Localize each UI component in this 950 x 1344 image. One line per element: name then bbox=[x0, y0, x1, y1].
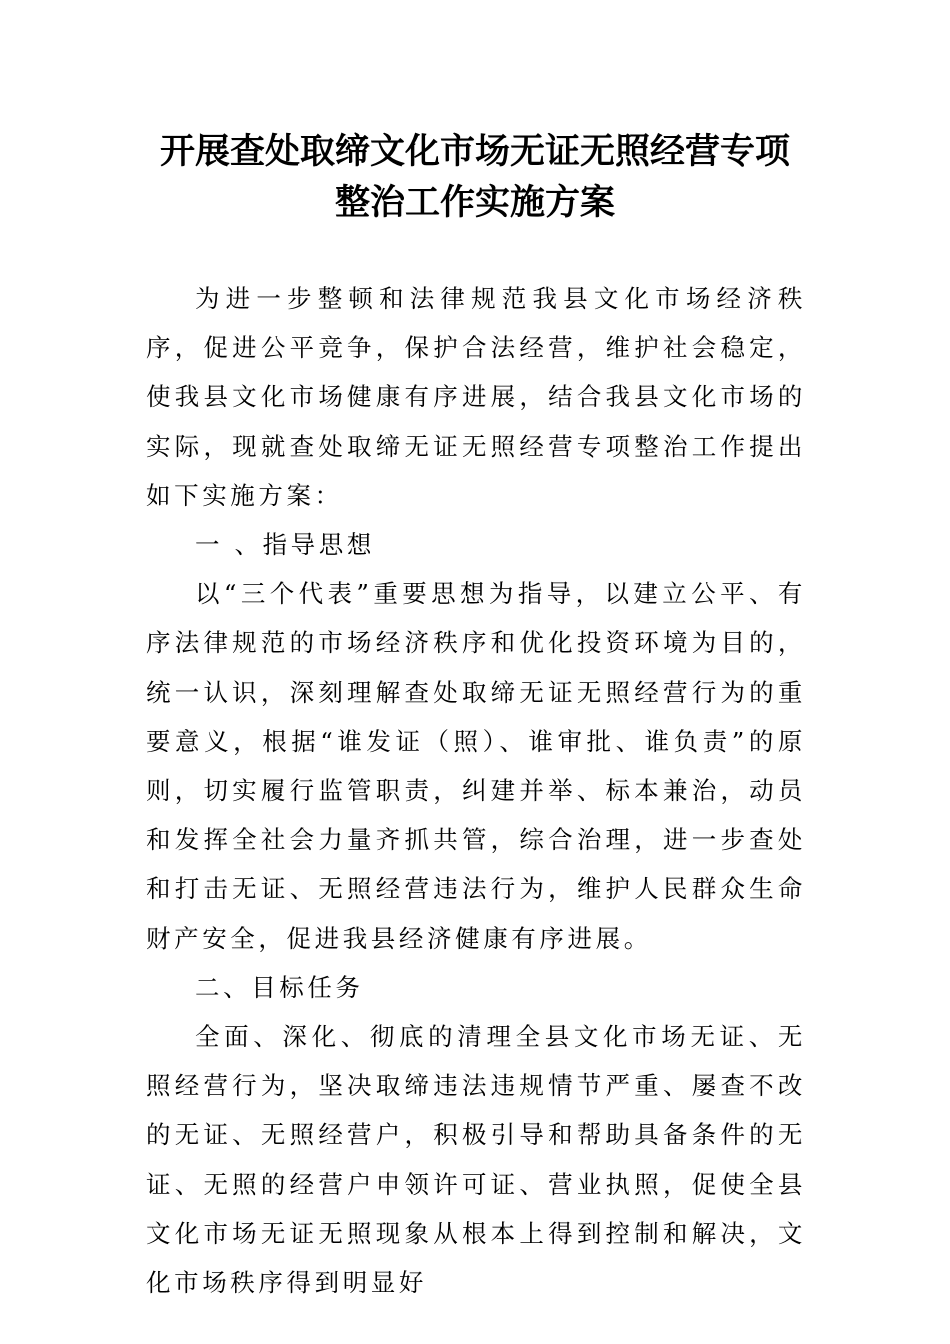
guiding-ideology-paragraph: 以“三个代表”重要思想为指导，以建立公平、有序法律规范的市场经济秩序和优化投资环境为目的，统一认识，深刻理解查处取缔无证无照经营行为的重要意义，根据“谁发证（照）、谁审批、谁负责”的原则，切实履行监管职责，纠建并举、标本兼治，动员和发挥全社会力量齐抓共管，综合治理，进一步查处和打击无证、无照经营违法行为，维护人民群众生命财产安全，促进我县经济健康有序进展。 bbox=[146, 579, 806, 953]
section-heading-guiding-ideology: 一 、指导思想 bbox=[195, 530, 375, 560]
document-title-line-1: 开展查处取缔文化市场无证无照经营专项 bbox=[159, 132, 790, 172]
section-heading-goals-tasks: 二、目标任务 bbox=[195, 972, 364, 1002]
intro-paragraph: 为进一步整顿和法律规范我县文化市场经济秩序，促进公平竞争，保护合法经营，维护社会稳定，使我县文化市场健康有序进展，结合我县文化市场的实际，现就查处取缔无证无照经营专项整治工作提出如下实施方案： bbox=[146, 284, 806, 510]
document-body bbox=[146, 274, 806, 1307]
document-title-line-2: 整治工作实施方案 bbox=[334, 183, 615, 223]
goals-tasks-paragraph: 全面、深化、彻底的清理全县文化市场无证、无照经营行为，坚决取缔违法违规情节严重、屡查不改的无证、无照经营户，积极引导和帮助具备条件的无证、无照的经营户申领许可证、营业执照，促使全县文化市场无证无照现象从根本上得到控制和解决，文化市场秩序得到明显好 bbox=[146, 1022, 806, 1298]
